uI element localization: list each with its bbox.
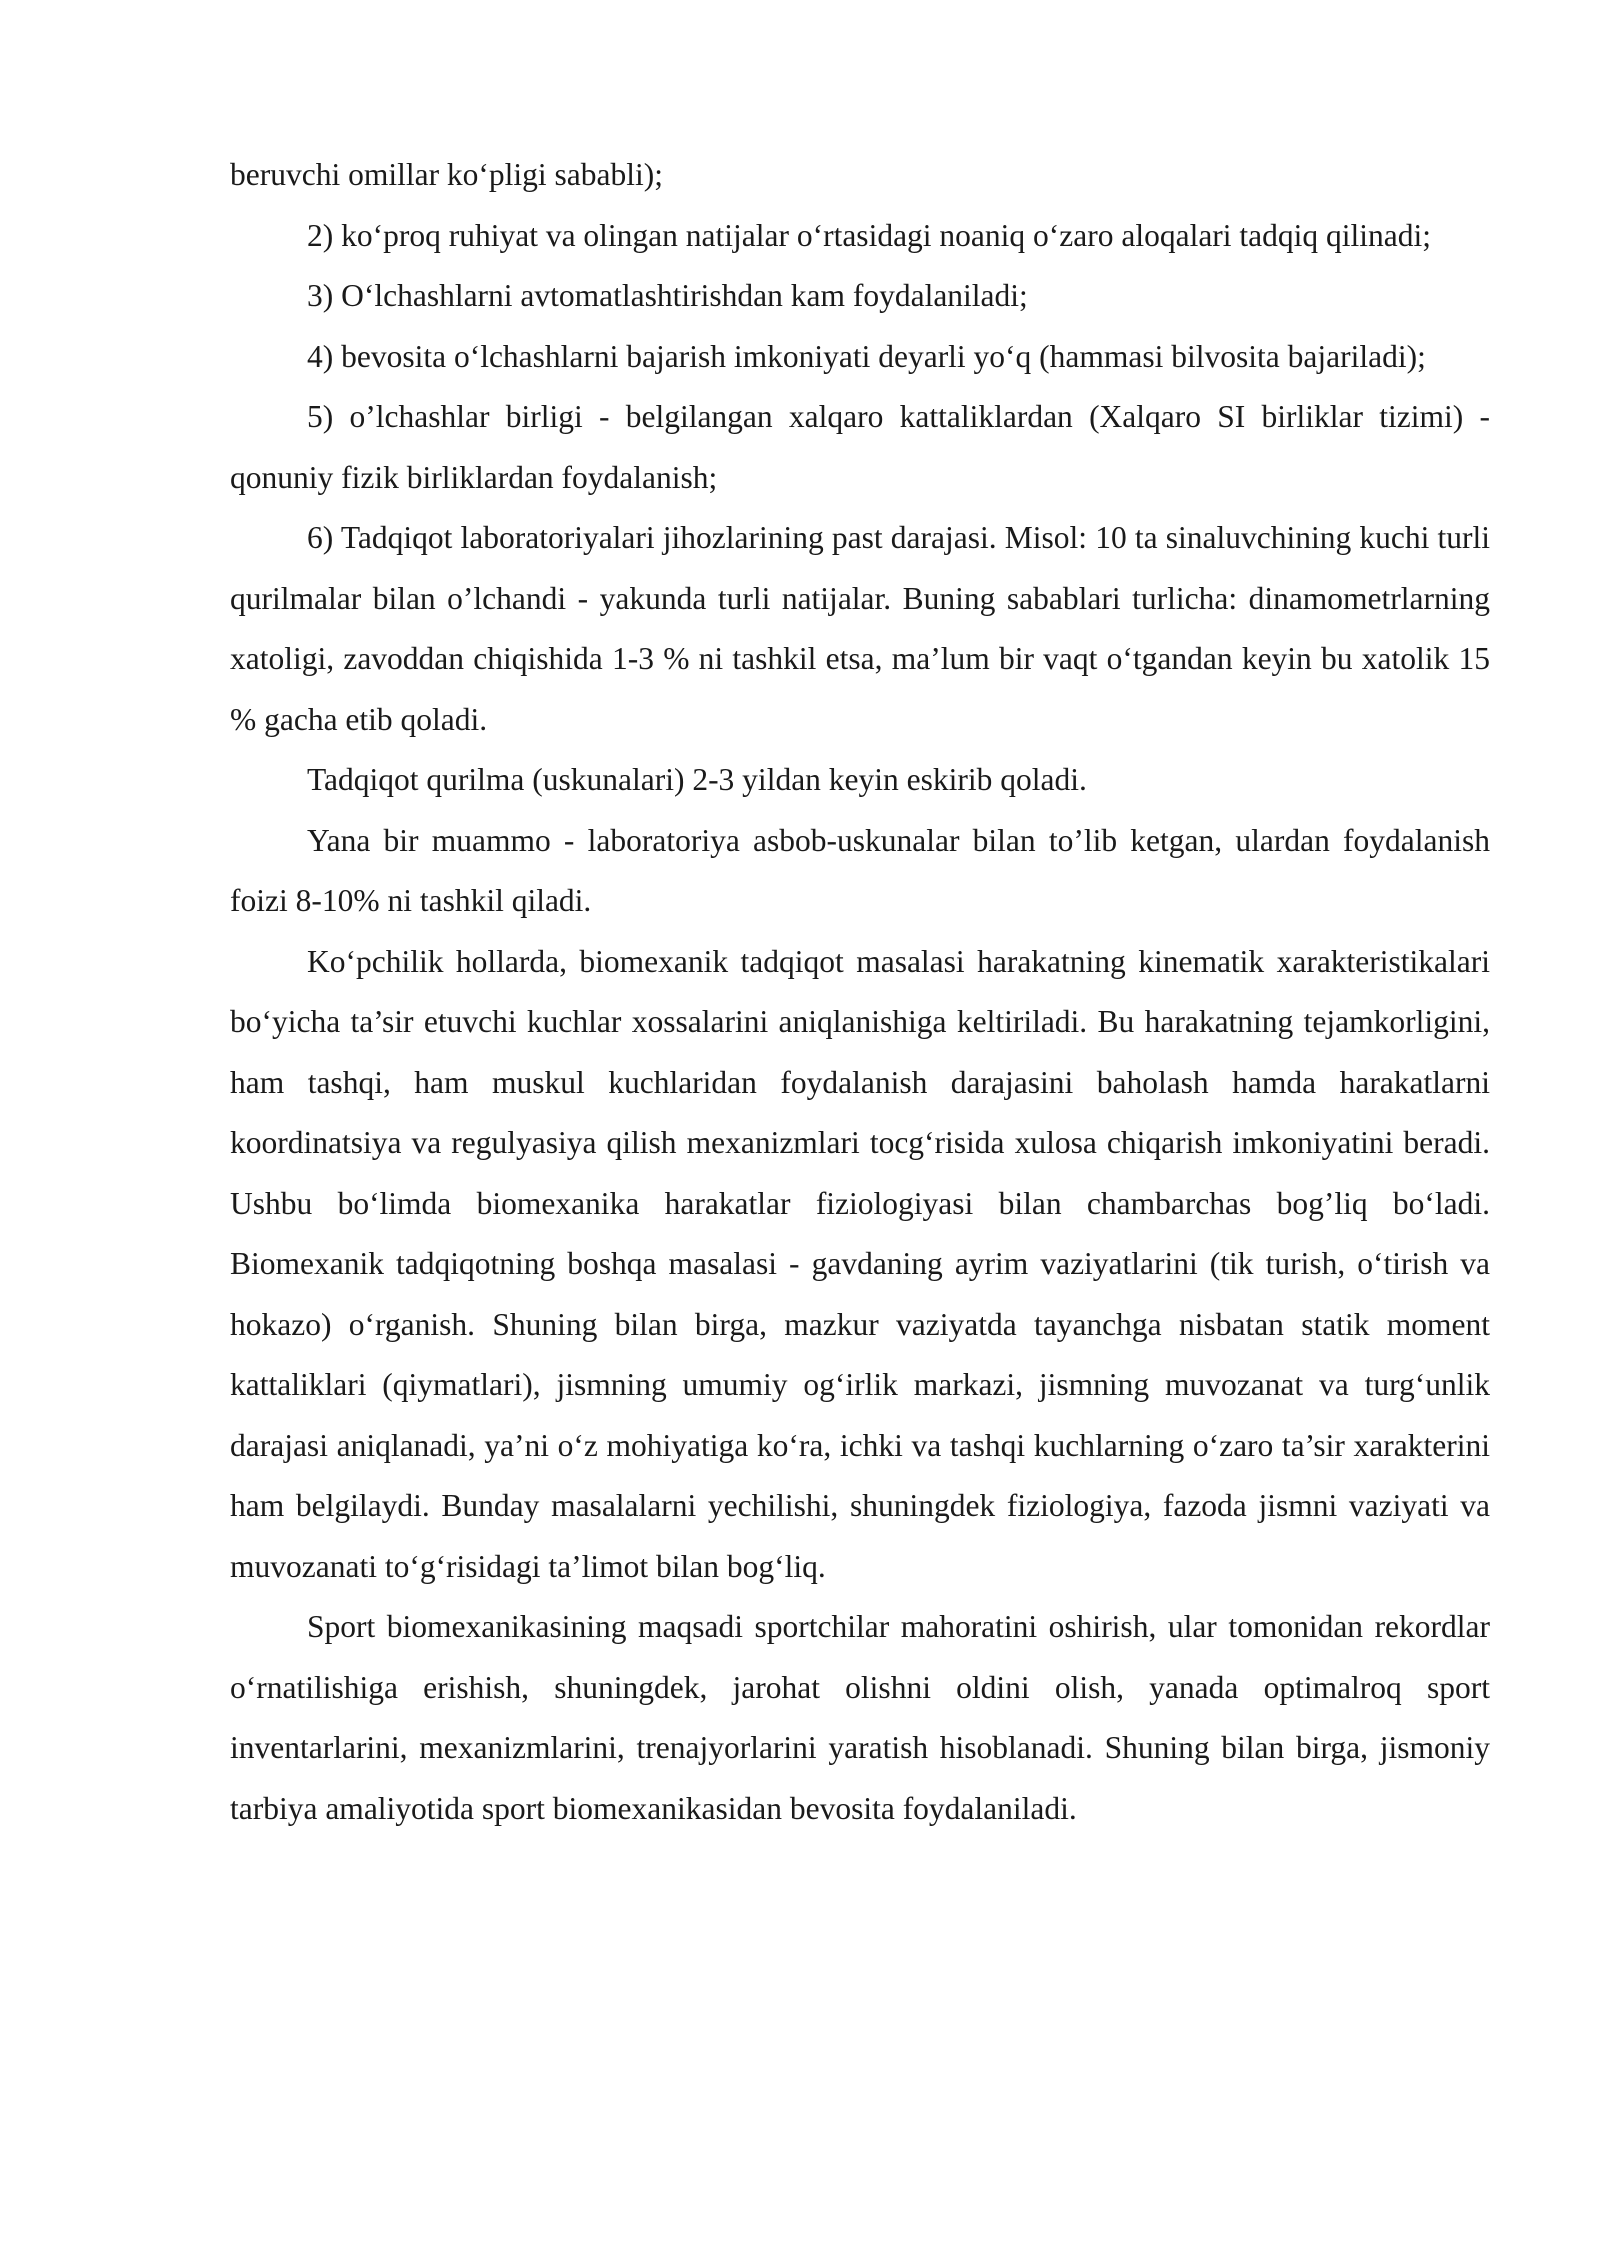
- paragraph-lab-usage: Yana bir muammo - laboratoriya asbob-uskunalar bilan to’lib ketgan, ulardan foydalanish foizi 8-10% ni tashkil qiladi.: [230, 822, 1490, 918]
- paragraph-equipment-aging: Tadqiqot qurilma (uskunalari) 2-3 yildan keyin eskirib qoladi.: [307, 762, 1087, 797]
- paragraph-item-5: 5) o’lchashlar birligi - belgilangan xalqaro kattaliklardan (Xalqaro SI birliklar tizimi) - qonuniy fizik birliklardan foydalanish;: [230, 399, 1490, 495]
- paragraph-item-2: 2) ko‘proq ruhiyat va olingan natijalar o‘rtasidagi noaniq o‘zaro aloqalari tadqiq qilinadi;: [307, 217, 1432, 253]
- paragraph-item-4: 4) bevosita o‘lchashlarni bajarish imkoniyati deyarli yo‘q (hammasi bilvosita bajariladi);: [307, 338, 1426, 374]
- paragraph-continuation: beruvchi omillar ko‘pligi sababli);: [230, 157, 664, 192]
- paragraph-item-3: 3) O‘lchashlarni avtomatlashtirishdan kam foydalaniladi;: [307, 278, 1028, 313]
- paragraph-sport-biomechanics-goal: Sport biomexanikasining maqsadi sportchilar mahoratini oshirish, ular tomonidan rekordlar o‘rnatilishiga erishish, shuningdek, jarohat olishni oldini olish, yanada optimalroq sport inventarlarini, mexanizmlarini, trenajyorlarini yaratish hisoblanadi. Shuning bilan birga, jismoniy tarbiya amaliyotida sport biomexanikasidan bevosita foydalaniladi.: [230, 1609, 1490, 1826]
- paragraph-item-6: 6) Tadqiqot laboratoriyalari jihozlarining past darajasi. Misol: 10 ta sinaluvchining kuchi turli qurilmalar bilan o’lchandi - yakunda turli natijalar. Buning sabablari turlicha: dinamometrlarning xatoligi, zavoddan chiqishida 1-3 % ni tashkil etsa, ma’lum bir vaqt o‘tgandan keyin bu xatolik 15 % gacha etib qoladi.: [230, 520, 1490, 737]
- document-page: [230, 145, 1490, 1839]
- paragraph-biomechanics-tasks: Ko‘pchilik hollarda, biomexanik tadqiqot masalasi harakatning kinematik xarakteristikalari bo‘yicha ta’sir etuvchi kuchlar xossalarini aniqlanishiga keltiriladi. Bu harakatning tejamkorligini, ham tashqi, ham muskul kuchlaridan foydalanish darajasini baholash hamda harakatlarni koordinatsiya va regulyasiya qilish mexanizmlari tocg‘risida xulosa chiqarish imkoniyatini beradi. Ushbu bo‘limda biomexanika harakatlar fiziologiyasi bilan chambarchas bog’liq bo‘ladi. Biomexanik tadqiqotning boshqa masalasi - gavdaning ayrim vaziyatlarini (tik turish, o‘tirish va hokazo) o‘rganish. Shuning bilan birga, mazkur vaziyatda tayanchga nisbatan statik moment kattaliklari (qiymatlari), jismning umumiy og‘irlik markazi, jismning muvozanat va turg‘unlik darajasi aniqlanadi, ya’ni o‘z mohiyatiga ko‘ra, ichki va tashqi kuchlarning o‘zaro ta’sir xarakterini ham belgilaydi. Bunday masalalarni yechilishi, shuningdek fiziologiya, fazoda jismni vaziyati va muvozanati to‘g‘risidagi ta’limot bilan bog‘liq.: [230, 943, 1490, 1584]
